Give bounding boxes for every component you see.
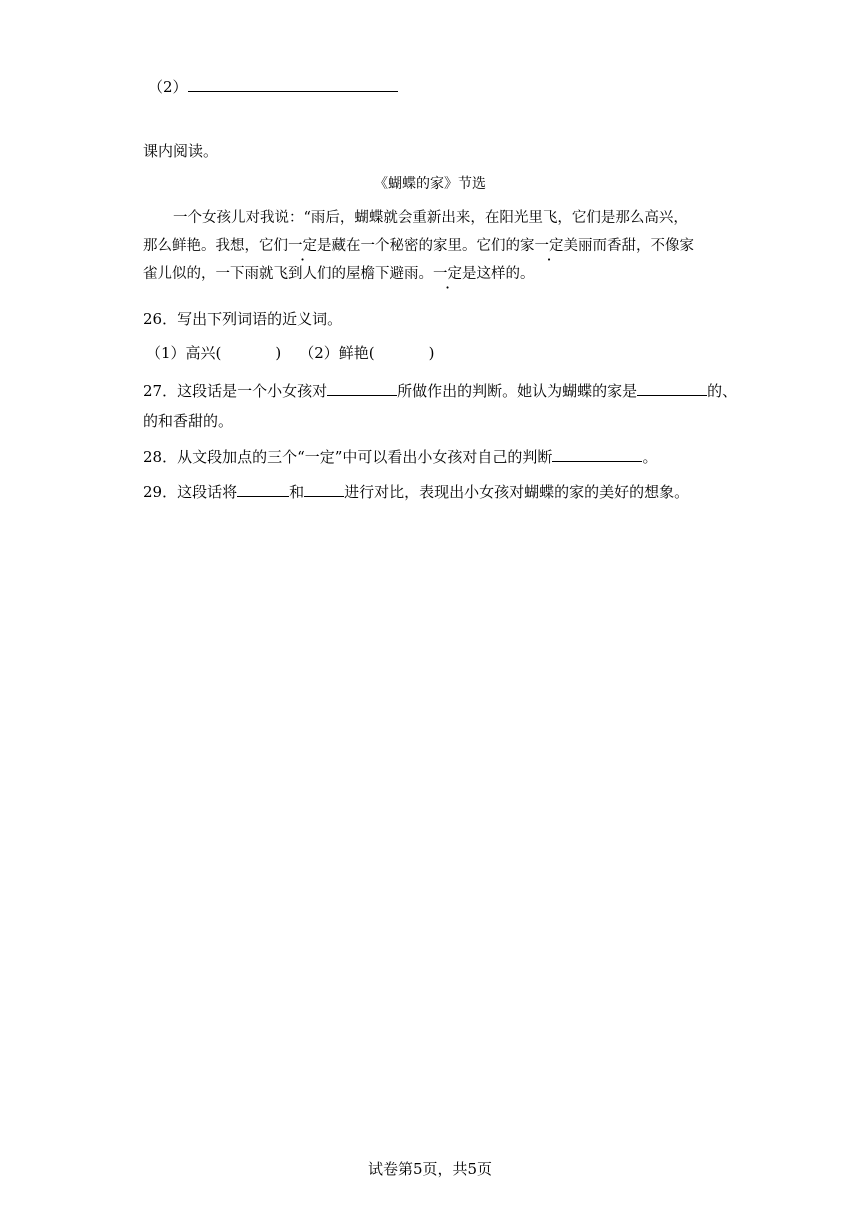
question-27 [143,379,737,401]
answer-blank[interactable] [327,379,397,396]
q27-text: 的、 [707,382,738,400]
passage-text [143,204,723,288]
passage-line-1: 一个女孩儿对我说：“雨后，蝴蝶就会重新出来，在阳光里飞，它们是那么高兴， [173,210,688,226]
passage-segment: 那么鲜艳。我想，它们 [143,238,288,254]
q26-close-2: ) [428,344,435,362]
question-27-cont: 的和香甜的。 [143,412,234,430]
passage-segment: 是藏在一个秘密的家里。它们的家 [317,238,535,254]
emphasized-word-3: 一定 [433,266,462,282]
question-29 [143,480,689,502]
previous-answer-label: （2） [148,78,188,96]
answer-blank[interactable] [552,445,642,462]
page-footer: 试卷第5页，共5页 [367,1160,493,1178]
q29-text: 和 [289,483,305,501]
passage-line-3 [143,260,723,288]
answer-blank[interactable] [188,75,398,92]
answer-blank[interactable] [637,379,707,396]
q26-close-1: ) [275,344,282,362]
passage-segment: 美丽而香甜，不像家 [563,238,694,254]
q26-item-1: （1）高兴( [146,344,222,362]
passage-segment: 雀儿似的，一下雨就飞到人们的屋檐下避雨。 [143,266,433,282]
q27-text: 所做作出的判断。她认为蝴蝶的家是 [397,382,638,400]
question-28 [143,445,657,467]
q28-text: 。 [642,448,658,466]
previous-answer-line [148,75,398,97]
q26-item-2: （2）鲜艳( [299,344,375,362]
q29-text: 进行对比，表现出小女孩对蝴蝶的家的美好的想象。 [344,483,690,501]
passage-title: 《蝴蝶的家》节选 [374,176,486,192]
answer-blank[interactable] [237,480,289,497]
question-26-stem: 26．写出下列词语的近义词。 [143,310,343,328]
emphasized-word-2: 一定 [534,238,564,254]
passage-line-2 [143,232,723,260]
q28-text: 28．从文段加点的三个“一定”中可以看出小女孩对自己的判断 [143,448,553,466]
answer-blank[interactable] [304,480,344,497]
question-26-items [146,343,435,363]
q29-text: 29．这段话将 [143,483,238,501]
passage-segment: 是这样的。 [462,266,535,282]
q27-text: 27．这段话是一个小女孩对 [143,382,328,400]
section-label: 课内阅读。 [143,142,219,160]
emphasized-word-1: 一定 [288,238,317,254]
